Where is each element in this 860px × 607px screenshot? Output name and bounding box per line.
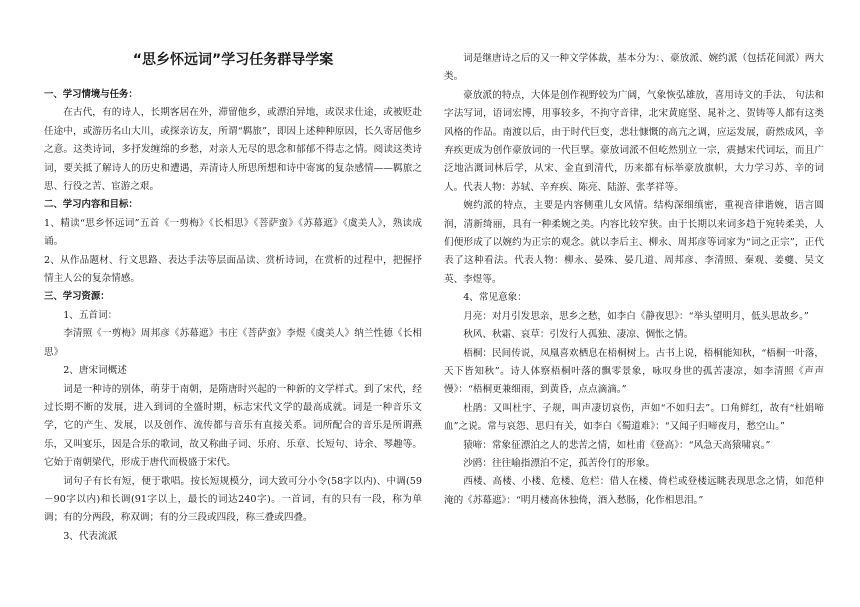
section-3-heading: 三、学习资源： (44, 291, 110, 303)
section-3-sub-1-text: 李清照《一剪梅》周邦彦《苏幕遮》韦庄《菩萨蛮》李煜《虞美人》纳兰性德《长相思》 (44, 328, 422, 358)
section-1-paragraph: 在古代，有的诗人，长期客居在外，滞留他乡，或漂泊异地，或误求仕途，或被贬赴任途中，或游历名山大川，或探亲访友，所谓“羁旅”，即因上述种种原因，长久寄居他乡之意。这类诗词，多抒发缠绵的乡愁，对亲人无尽的思念和郁郁不得志之情。阅读这类诗词，要关抵了解诗人的历史和遭遇，弄清诗人所思所想和诗中寄寓的复杂感情——羁旅之思、行役之苦、宦游之艰。 (44, 107, 422, 193)
section-3-sub-2-heading: 2、唐宋词概述 (63, 365, 127, 377)
page-title: “思乡怀远词”学习任务群导学案 (132, 52, 334, 68)
imagery-autumn: 秋风、秋霜、哀草：引发行人孤独、凄凉、惆怅之情。 (463, 329, 694, 341)
section-2-item-2: 2、从作品题材、行文思路、表达手法等层面品读、赏析诗词，在赏析的过程中，把握抒情主人公的复杂情感。 (44, 254, 422, 285)
section-1-heading: 一、学习情境与任务： (44, 89, 138, 100)
wanyue-paragraph: 婉约派的特点，主要是内容侧重儿女风情。结构深细缜密，重视音律谐婉，语言圆润，清新绮丽，具有一种柔婉之美。内容比较窄狭。由于长期以来词多趋于宛转柔美，人们便形成了以婉约为正宗的观念。就以李后主、柳永、周邦彦等词家为“词之正宗”，正代表了这种看法。代表人物：柳永、晏殊、晏几道、周邦彦、李清照、秦观、姜夔、吴文英、李煜等。 (444, 200, 824, 285)
right-column (444, 50, 824, 510)
genre-paragraph: 词是继唐诗之后的又一种文学体裁，基本分为：、豪放派、婉约派（包括花间派）两大类。 (444, 53, 824, 83)
section-3-sub-1-heading: 1、五首词： (63, 309, 118, 321)
haofang-paragraph: 豪放派的特点，大体是创作视野较为广阔，气象恢弘雄放，喜用诗文的手法、 句法和字法写词，语词宏博，用事较多，不拘守音律，北宋黄庭坚、晁补之、贺铸等人都有这类风格的作品。南渡以后，由于时代巨变，悲壮慷慨的高亢之调，应运发展，蔚然成风，辛弃疾更成为创作豪放词的一代巨擘。豪放词派不但屹然别立一宗，震撼宋代词坛，而且广泛地沾溉词林后学，从宋、金直到清代，历来都有标举豪放旗帜，大力学习苏、辛的词人。代表人物：苏轼、辛弃疾、陈亮、陆游、张孝祥等。 (444, 89, 824, 193)
left-column-body (44, 86, 422, 546)
section-2-item-1: 1、精读“思乡怀远词”五首《一剪梅》《长相思》《菩萨蛮》《苏幕遮》《虞美人》，熟读成诵。 (44, 217, 422, 248)
section-3-sub-4-heading: 4、常见意象： (463, 292, 527, 304)
imagery-ape: 猿啼：常象征漂泊之人的悲苦之情，如杜甫《登高》：“风急天高猿啸哀。” (463, 439, 771, 451)
imagery-gull: 沙鸥：往往喻指漂泊不定，孤苦伶仃的形象。 (463, 457, 656, 469)
imagery-moon: 月亮：对月引发思亲，思乡之愁，如李白《静夜思》：“举头望明月，低头思故乡。” (463, 310, 809, 322)
imagery-wutong: 梧桐：民间传说，凤凰喜欢栖息在梧桐树上。古书上说，梧桐能知秋，“梧桐一叶落，天下皆知秋”。诗人体察梧桐叶落的飘零景象，咏叹身世的孤苦凄凉，如李清照《声声慢》：“梧桐更兼细雨，到黄昏，点点滴滴。” (444, 347, 824, 396)
section-2-heading: 二、学习内容和目标： (44, 199, 138, 211)
section-3-sub-3-heading: 3、代表流派 (63, 530, 118, 542)
section-3-sub-2-paragraph-2: 词句子有长有短，便于歌唱。按长短规模分，词大致可分小令(58字以内)、中调(59－90字以内)和长调(91字以上，最长的词达240字)。一首词，有的只有一段，称为单调；有的分两段，称双调；有的分三段或四段，称三叠或四叠。 (44, 475, 422, 524)
imagery-cuckoo: 杜鹃：又叫杜宇、子规，叫声凄切哀伤，声如“不如归去”。口角鲜红，故有“杜娟啼血”之说。常与哀怨、思归有关，如李白《蜀道难》：“又闻子归啼夜月，愁空山。” (444, 402, 824, 433)
imagery-tower: 西楼、高楼、小楼、危楼、危栏：借人在楼、倚栏或登楼远眺表现思念之情，如范仲淹的《苏幕遮》：“明月楼高休独倚，酒入愁肠，化作相思泪。” (444, 476, 824, 506)
section-3-sub-2-paragraph-1: 词是一种诗的别体，萌芽于南朝，是隋唐时兴起的一种新的文学样式。到了宋代，经过长期不断的发展，进入到词的全盛时期，标志宋代文学的最高成就。词是一种音乐文学，它的产生、发展，以及创作、流传都与音乐有直接关系。词所配合的音乐是所谓燕乐，又叫宴乐，因是合乐的歌词，故又称曲子词、乐府、乐章、长短句、诗余、琴趣等。它始于南朝梁代，形成于唐代而极盛于宋代。 (44, 383, 422, 469)
